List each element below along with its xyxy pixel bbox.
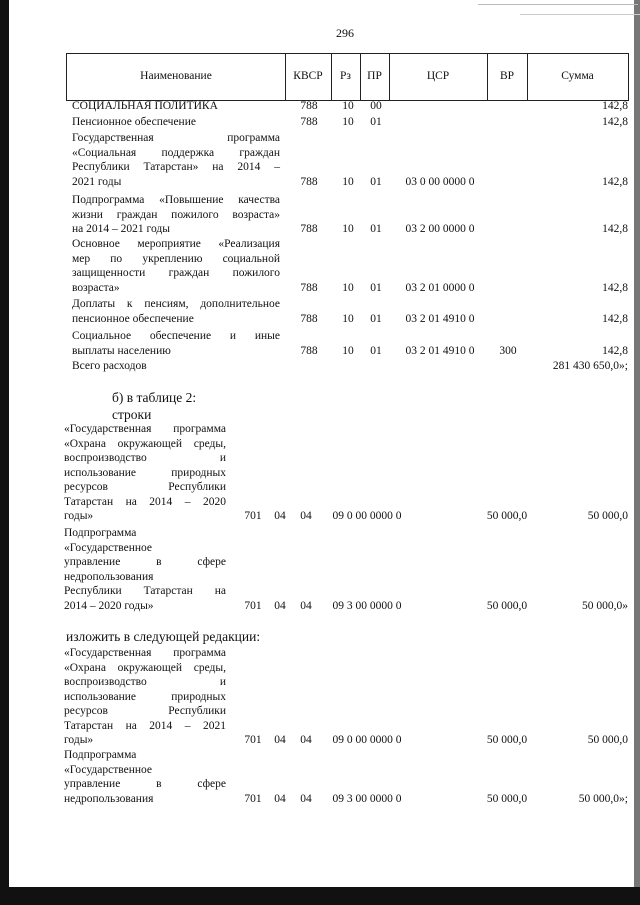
total-label: Всего расходов xyxy=(72,360,147,372)
row-name-line: Подпрограмма xyxy=(64,749,137,761)
row-name-line: на 2014 – 2021 годы xyxy=(72,223,170,235)
row-csr: 03 2 01 0000 0 xyxy=(405,281,475,294)
row-name-line: годы» xyxy=(64,510,94,522)
row-name-line: защищенности граждан пожилого xyxy=(72,267,280,279)
scan-top-mark-2 xyxy=(520,14,640,15)
row-name-line: Пенсионное обеспечение xyxy=(72,116,196,128)
row-sum-2: 50 000,0»; xyxy=(578,792,628,805)
row-rz: 04 xyxy=(274,599,286,612)
row-pr: 01 xyxy=(370,116,382,128)
row-name-line: недропользования xyxy=(64,792,154,805)
row-csr: 03 2 00 0000 0 xyxy=(405,223,475,235)
row-name-line: Государственная программа xyxy=(72,132,280,144)
row-rz: 04 xyxy=(274,734,286,746)
row-kvsr: 788 xyxy=(300,116,318,128)
header-csr: ЦСР xyxy=(426,70,450,82)
row-pr: 01 xyxy=(370,344,382,357)
row-pr: 00 xyxy=(370,100,382,112)
header-vr: ВР xyxy=(499,70,515,82)
header-pr: ПР xyxy=(367,70,382,82)
row-pr: 04 xyxy=(300,510,312,522)
row-name-line: использование природных xyxy=(64,466,226,479)
row-sum: 142,8 xyxy=(602,116,628,128)
row-kvsr: 701 xyxy=(244,734,262,746)
row-pr: 01 xyxy=(370,281,382,294)
row-sum-1: 50 000,0 xyxy=(486,734,528,746)
row-kvsr: 788 xyxy=(300,223,318,235)
row-pr: 01 xyxy=(370,312,382,325)
header-kvsr: КВСР xyxy=(293,70,323,82)
row-name-line: «Государственное xyxy=(64,541,153,554)
row-rz: 10 xyxy=(342,175,354,188)
row-sum: 142,8 xyxy=(602,344,628,357)
row-kvsr: 788 xyxy=(300,175,318,188)
row-name-line: Подпрограмма «Повышение качества xyxy=(72,194,280,206)
row-sum-1: 50 000,0 xyxy=(486,510,528,522)
row-sum: 142,8 xyxy=(602,175,628,188)
row-pr: 01 xyxy=(370,175,382,188)
row-csr: 09 3 00 0000 0 xyxy=(332,792,402,805)
row-sum-1: 50 000,0 xyxy=(486,792,528,805)
row-sum-2: 50 000,0 xyxy=(587,734,628,746)
row-name-line: «Государственное xyxy=(64,763,153,776)
row-kvsr: 788 xyxy=(300,100,318,112)
row-name-line: Подпрограмма xyxy=(64,527,137,539)
row-name-line: Республики Татарстан» на 2014 – xyxy=(72,161,280,173)
row-name-line: Республики Татарстан на xyxy=(64,585,226,597)
scan-top-mark xyxy=(478,4,638,5)
row-rz: 04 xyxy=(274,792,286,805)
row-name-line: «Охрана окружающей среды, xyxy=(64,437,226,450)
row-name-line: недропользования xyxy=(64,570,154,583)
row-name-line: выплаты населению xyxy=(72,344,171,357)
row-name-line: возраста» xyxy=(72,281,120,294)
row-sum-2: 50 000,0 xyxy=(587,510,628,522)
row-pr: 04 xyxy=(300,734,312,746)
section-new-heading: изложить в следующей редакции: xyxy=(66,629,261,644)
row-name-line: Основное мероприятие «Реализация xyxy=(72,238,280,250)
row-name-line: 2021 годы xyxy=(72,175,122,188)
row-name-line: управление в сфере xyxy=(64,556,226,568)
row-sum-2: 50 000,0» xyxy=(582,599,628,612)
row-name-line: использование природных xyxy=(64,690,226,703)
row-name-line: пенсионное обеспечение xyxy=(72,312,194,325)
row-sum: 142,8 xyxy=(602,223,628,235)
header-rz: Рз xyxy=(340,70,351,82)
scan-bottom-edge xyxy=(0,887,640,905)
row-kvsr: 701 xyxy=(244,599,262,612)
row-name-line: ресурсов Республики xyxy=(64,481,226,493)
row-vr: 300 xyxy=(499,344,517,357)
row-name-line: жизни граждан пожилого возраста» xyxy=(72,208,280,221)
row-pr: 04 xyxy=(300,792,312,805)
row-rz: 10 xyxy=(342,100,354,112)
row-csr: 09 3 00 0000 0 xyxy=(332,599,402,612)
header-sum: Сумма xyxy=(561,70,594,82)
row-rz: 10 xyxy=(342,116,354,128)
row-rz: 10 xyxy=(342,312,354,325)
row-name-line: управление в сфере xyxy=(64,778,226,790)
row-pr: 01 xyxy=(370,223,382,235)
row-kvsr: 788 xyxy=(300,344,318,357)
table-header xyxy=(66,53,629,101)
row-name-line: «Государственная программа xyxy=(64,647,226,659)
row-name-line: 2014 – 2020 годы» xyxy=(64,599,154,612)
row-kvsr: 788 xyxy=(300,281,318,294)
row-sum: 142,8 xyxy=(602,312,628,325)
row-name-line: «Государственная программа xyxy=(64,423,226,435)
row-pr: 04 xyxy=(300,599,312,612)
row-rz: 10 xyxy=(342,281,354,294)
page-number: 296 xyxy=(336,26,354,40)
row-kvsr: 701 xyxy=(244,510,262,522)
row-csr: 03 2 01 4910 0 xyxy=(405,312,475,325)
section-b-heading: б) в таблице 2: xyxy=(112,390,197,405)
row-name-line: «Охрана окружающей среды, xyxy=(64,661,226,674)
row-name-line: ресурсов Республики xyxy=(64,705,226,717)
row-sum: 142,8 xyxy=(602,281,628,294)
row-name-line: воспроизводство и xyxy=(64,452,226,464)
row-sum: 142,8 xyxy=(602,100,628,112)
row-kvsr: 788 xyxy=(300,312,318,325)
row-rz: 10 xyxy=(342,344,354,357)
row-rz: 04 xyxy=(274,510,286,522)
total-sum: 281 430 650,0»; xyxy=(552,360,628,372)
row-sum-1: 50 000,0 xyxy=(486,599,528,612)
row-name-line: годы» xyxy=(64,734,94,746)
row-rz: 10 xyxy=(342,223,354,235)
row-csr: 09 0 00 0000 0 xyxy=(332,734,402,746)
row-csr: 03 2 01 4910 0 xyxy=(405,344,475,357)
row-name-line: «Социальная поддержка граждан xyxy=(72,146,280,159)
row-csr: 03 0 00 0000 0 xyxy=(405,175,475,188)
row-name-line: мер по укреплению социальной xyxy=(72,252,280,265)
row-name-line: СОЦИАЛЬНАЯ ПОЛИТИКА xyxy=(72,100,218,112)
row-csr: 09 0 00 0000 0 xyxy=(332,510,402,522)
section-b-sub: строки xyxy=(112,407,152,422)
row-kvsr: 701 xyxy=(244,792,262,805)
row-name-line: Доплаты к пенсиям, дополнительное xyxy=(72,298,280,310)
row-name-line: Татарстан на 2014 – 2020 xyxy=(64,495,226,508)
row-name-line: Социальное обеспечение и иные xyxy=(72,330,280,342)
scan-right-edge xyxy=(634,0,640,905)
scan-left-edge xyxy=(0,0,9,905)
row-name-line: воспроизводство и xyxy=(64,676,226,688)
header-name: Наименование xyxy=(140,70,212,82)
row-name-line: Татарстан на 2014 – 2021 xyxy=(64,719,226,732)
